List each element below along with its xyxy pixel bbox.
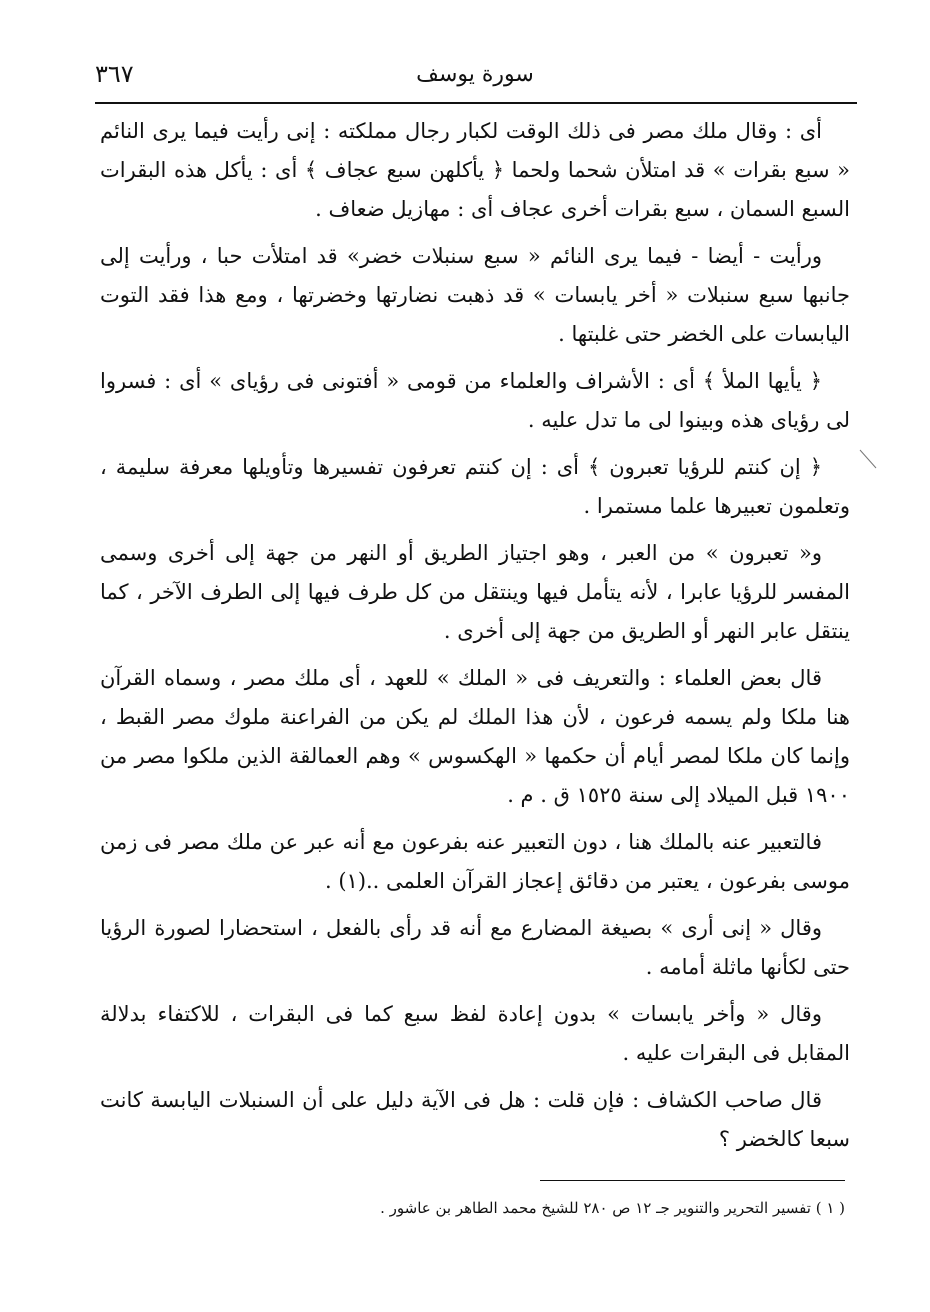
paragraph: وقال « وأخر يابسات » بدون إعادة لفظ سبع كما فى البقرات ، للاكتفاء بدلالة المقابل فى البقرات عليه . [100, 1002, 850, 1065]
paragraph: قال بعض العلماء : والتعريف فى « الملك » للعهد ، أى ملك مصر ، وسماه القرآن هنا ملكا ولم يسمه فرعون ، لأن هذا الملك لم يكن من الفراعنة ملوك مصر القبط ، وإنما كان ملكا لمصر أيام أن حكمها « الهكسوس » وهم العمالقة الذين ملكوا مصر من ١٩٠٠ قبل الميلاد إلى سنة ١٥٢٥ ق . م . [100, 666, 850, 807]
page-number: ٣٦٧ [95, 60, 134, 88]
paragraph: ﴿ يأيها الملأ ﴾ أى : الأشراف والعلماء من قومى « أفتونى فى رؤياى » أى : فسروا لى رؤياى هذه وبينوا لى ما تدل عليه . [100, 369, 850, 432]
page-header [95, 50, 855, 100]
header-divider [95, 102, 857, 104]
paragraph: فالتعبير عنه بالملك هنا ، دون التعبير عنه بفرعون مع أنه عبر عن ملك مصر فى زمن موسى بفرعون ، يعتبر من دقائق إعجاز القرآن العلمى ..(١) . [100, 830, 850, 893]
paragraph: و« تعبرون » من العبر ، وهو اجتياز الطريق أو النهر من جهة إلى أخرى وسمى المفسر للرؤيا عابرا ، لأنه يتأمل فيها وينتقل من كل طرف فيها إلى الطرف الآخر ، كما ينتقل عابر النهر أو الطريق من جهة إلى أخرى . [100, 541, 850, 643]
paragraph: وقال « إنى أرى » بصيغة المضارع مع أنه قد رأى بالفعل ، استحضارا لصورة الرؤيا حتى لكأنها ماثلة أمامه . [100, 916, 850, 979]
sura-title: سورة يوسف [416, 62, 534, 87]
paragraph: قال صاحب الكشاف : فإن قلت : هل فى الآية دليل على أن السنبلات اليابسة كانت سبعا كالخضر ؟ [100, 1088, 850, 1151]
margin-mark [858, 448, 878, 470]
paragraph: ﴿ إن كنتم للرؤيا تعبرون ﴾ أى : إن كنتم تعرفون تفسيرها وتأويلها معرفة سليمة ، وتعلمون تعبيرها علما مستمرا . [100, 455, 850, 518]
body-text [100, 112, 850, 1167]
footnote-divider [540, 1180, 845, 1181]
paragraph: أى : وقال ملك مصر فى ذلك الوقت لكبار رجال مملكته : إنى رأيت فيما يرى النائم « سبع بقرات » قد امتلأن شحما ولحما ﴿ يأكلهن سبع عجاف ﴾ أى : يأكل هذه البقرات السبع السمان ، سبع بقرات أخرى عجاف أى : مهازيل ضعاف . [100, 119, 850, 221]
paragraph: ورأيت - أيضا - فيما يرى النائم « سبع سنبلات خضر» قد امتلأت حبا ، ورأيت إلى جانبها سبع سنبلات « أخر يابسات » قد ذهبت نضارتها وخضرتها ، ومع هذا فقد التوت اليابسات على الخضر حتى غلبتها . [100, 244, 850, 346]
footnote: ( ١ ) تفسير التحرير والتنوير جـ ١٢ ص ٢٨٠ للشيخ محمد الطاهر بن عاشور . [380, 1199, 845, 1217]
